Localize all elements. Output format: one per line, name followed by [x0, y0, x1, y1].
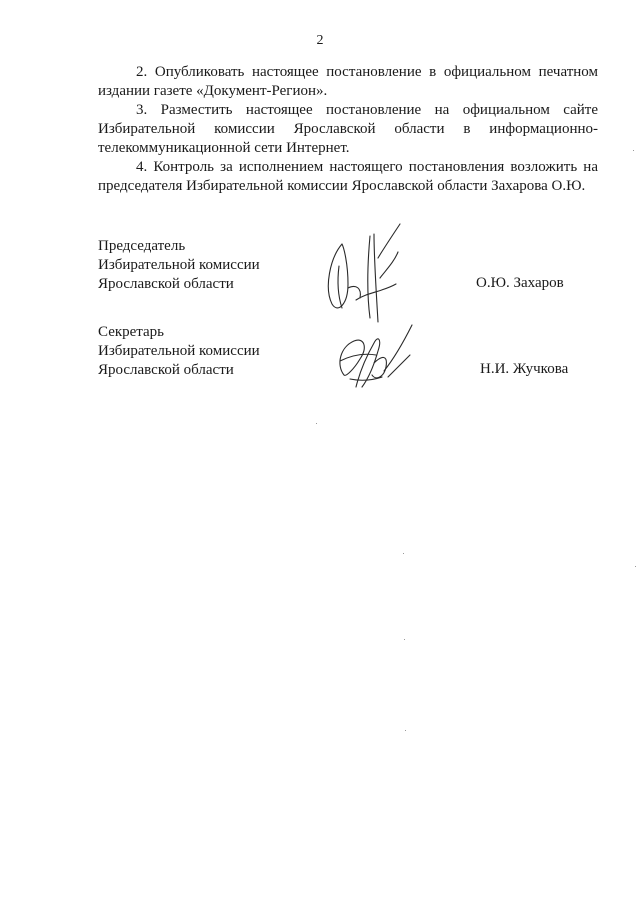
position-title: Председатель	[98, 238, 186, 254]
position-region: Ярославской области	[98, 362, 234, 378]
scan-speck	[316, 423, 317, 424]
secretary-signature	[326, 315, 426, 400]
secretary-name: Н.И. Жучкова	[480, 361, 569, 377]
paragraph-post-online: 3. Разместить настоящее постановление на официальном сайте Избирательной комиссии Ярославской области в информационно-телекоммуникационной сети Интернет.	[98, 102, 598, 156]
chairman-position	[98, 237, 260, 294]
scan-speck	[633, 150, 634, 151]
scan-speck	[405, 730, 406, 731]
scan-speck	[403, 553, 404, 554]
scan-speck	[404, 639, 405, 640]
position-org: Избирательной комиссии	[98, 343, 260, 359]
document-body	[98, 63, 598, 196]
page-number: 2	[316, 33, 324, 48]
position-org: Избирательной комиссии	[98, 257, 260, 273]
paragraph-publish: 2. Опубликовать настоящее постановление в официальном печатном издании газете «Документ-Регион».	[98, 64, 598, 99]
chairman-name: О.Ю. Захаров	[476, 275, 564, 291]
position-region: Ярославской области	[98, 276, 234, 292]
secretary-position	[98, 323, 260, 380]
paragraph-control: 4. Контроль за исполнением настоящего постановления возложить на председателя Избирательной комиссии Ярославской области Захарова О.Ю.	[98, 159, 598, 194]
position-title: Секретарь	[98, 324, 165, 340]
chairman-signature	[312, 218, 412, 328]
scan-speck	[635, 566, 636, 567]
